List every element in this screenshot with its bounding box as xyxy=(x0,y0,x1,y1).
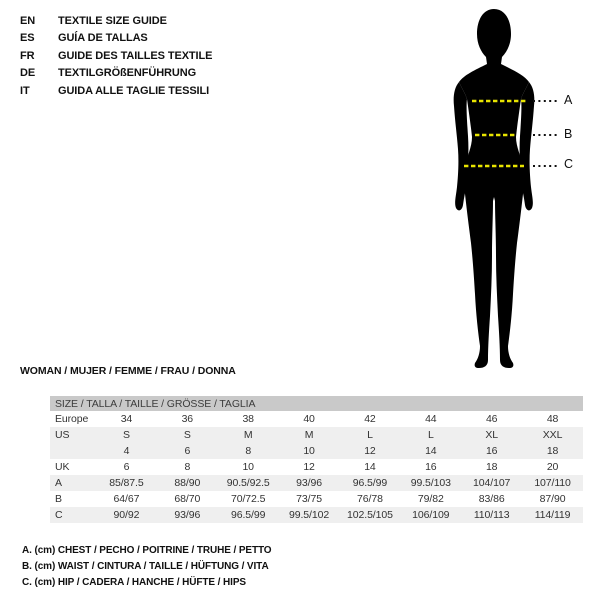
size-cell: 88/90 xyxy=(174,477,201,489)
size-cell: 8 xyxy=(184,461,191,473)
size-cell: XL xyxy=(485,429,499,441)
size-table xyxy=(50,396,583,523)
size-cell: 64/67 xyxy=(113,493,140,505)
size-cell: 104/107 xyxy=(473,477,511,489)
size-cell: 40 xyxy=(303,413,315,425)
size-cell: 46 xyxy=(485,413,498,425)
table-title: WOMAN / MUJER / FEMME / FRAU / DONNA xyxy=(20,365,236,377)
size-cell: 8 xyxy=(245,445,252,457)
language-title: GUIDA ALLE TAGLIE TESSILI xyxy=(58,84,210,97)
size-cell: 6 xyxy=(184,445,191,457)
size-cell: 20 xyxy=(546,461,559,473)
row-label xyxy=(50,443,96,459)
size-cell: 106/109 xyxy=(412,509,450,521)
size-cell: 87/90 xyxy=(539,493,566,505)
size-cell: 10 xyxy=(242,461,254,473)
size-cell: 44 xyxy=(425,413,437,425)
size-cell: 12 xyxy=(303,461,315,473)
table-header-row xyxy=(50,396,583,411)
language-title: GUÍA DE TALLAS xyxy=(58,32,148,45)
row-label: A xyxy=(55,477,62,489)
size-cell: 4 xyxy=(123,445,130,457)
language-row xyxy=(20,83,212,100)
table-row xyxy=(50,427,583,443)
size-cell: 76/78 xyxy=(357,493,383,505)
size-cell: 12 xyxy=(364,445,376,457)
table-row xyxy=(50,443,583,459)
language-row xyxy=(20,13,212,30)
silhouette-body xyxy=(459,9,529,368)
size-cell: 79/82 xyxy=(417,493,444,505)
table-row xyxy=(50,475,583,491)
marker-label-chest: A xyxy=(564,93,573,107)
size-cell: 93/96 xyxy=(174,509,201,521)
size-cell: S xyxy=(183,429,191,441)
size-cell: 18 xyxy=(485,461,498,473)
language-title: TEXTILE SIZE GUIDE xyxy=(58,15,167,27)
language-code: IT xyxy=(20,84,30,97)
row-label: B xyxy=(55,493,62,505)
size-cell: 16 xyxy=(485,445,498,457)
size-cell: L xyxy=(427,429,434,441)
size-cell: 73/75 xyxy=(296,493,322,505)
table-row xyxy=(50,491,583,507)
measurement-legend xyxy=(22,543,272,591)
size-cell: 70/72.5 xyxy=(231,493,266,505)
language-code: FR xyxy=(20,49,35,62)
size-cell: 42 xyxy=(364,413,376,425)
table-row xyxy=(50,411,583,427)
language-title: GUIDE DES TAILLES TEXTILE xyxy=(58,49,213,62)
size-cell: L xyxy=(367,429,373,441)
size-cell: 10 xyxy=(303,445,315,457)
size-cell: 38 xyxy=(242,413,254,425)
size-cell: 99.5/102 xyxy=(289,509,330,521)
size-cell: 114/119 xyxy=(534,509,571,521)
row-label: US xyxy=(55,429,70,441)
size-cell: 16 xyxy=(425,461,437,473)
size-cell: XXL xyxy=(542,429,563,441)
language-title: TEXTILGRÖßENFÜHRUNG xyxy=(58,67,197,80)
size-cell: 68/70 xyxy=(174,493,201,505)
size-cell: 36 xyxy=(181,413,194,425)
marker-label-waist: B xyxy=(564,127,573,141)
table-row xyxy=(50,459,583,475)
size-cell: 102.5/105 xyxy=(347,509,393,521)
woman-silhouette-icon xyxy=(430,0,600,380)
size-cell: S xyxy=(122,429,130,441)
size-cell: 107/110 xyxy=(534,477,571,489)
language-row xyxy=(20,30,212,47)
size-cell: 110/113 xyxy=(473,509,510,521)
size-cell: 90.5/92.5 xyxy=(226,477,270,489)
row-label: C xyxy=(55,509,63,521)
language-guide-list xyxy=(20,13,212,100)
language-code: DE xyxy=(20,67,36,80)
legend-item: C. (cm) HIP / CADERA / HANCHE / HÜFTE / HIPS xyxy=(22,577,246,588)
size-cell: 96.5/99 xyxy=(231,509,266,521)
size-cell: 34 xyxy=(120,413,133,425)
size-cell: M xyxy=(304,429,314,441)
language-code: EN xyxy=(20,15,36,27)
table-header-label: SIZE / TALLA / TAILLE / GRÖSSE / TAGLIA xyxy=(50,396,583,411)
size-cell: 6 xyxy=(123,461,130,473)
size-cell: 85/87.5 xyxy=(109,477,144,489)
size-cell: 99.5/103 xyxy=(410,477,451,489)
size-cell: 96.5/99 xyxy=(352,477,388,489)
legend-item: A. (cm) CHEST / PECHO / POITRINE / TRUHE / PETTO xyxy=(22,545,272,556)
row-label: Europe xyxy=(55,413,89,425)
size-cell: M xyxy=(243,429,253,441)
language-row xyxy=(20,48,212,65)
size-cell: 90/92 xyxy=(113,509,140,521)
size-cell: 18 xyxy=(546,445,559,457)
size-cell: 93/96 xyxy=(296,477,322,489)
size-cell: 14 xyxy=(364,461,376,473)
woman-silhouette-figure xyxy=(430,0,600,380)
legend-item: B. (cm) WAIST / CINTURA / TAILLE / HÜFTUNG / VITA xyxy=(22,561,269,572)
size-cell: 83/86 xyxy=(478,493,505,505)
language-row xyxy=(20,65,212,82)
language-code: ES xyxy=(20,32,35,45)
row-label: UK xyxy=(55,461,70,473)
marker-label-hip: C xyxy=(564,157,574,171)
size-cell: 48 xyxy=(546,413,559,425)
size-cell: 14 xyxy=(425,445,437,457)
table-row xyxy=(50,507,583,523)
